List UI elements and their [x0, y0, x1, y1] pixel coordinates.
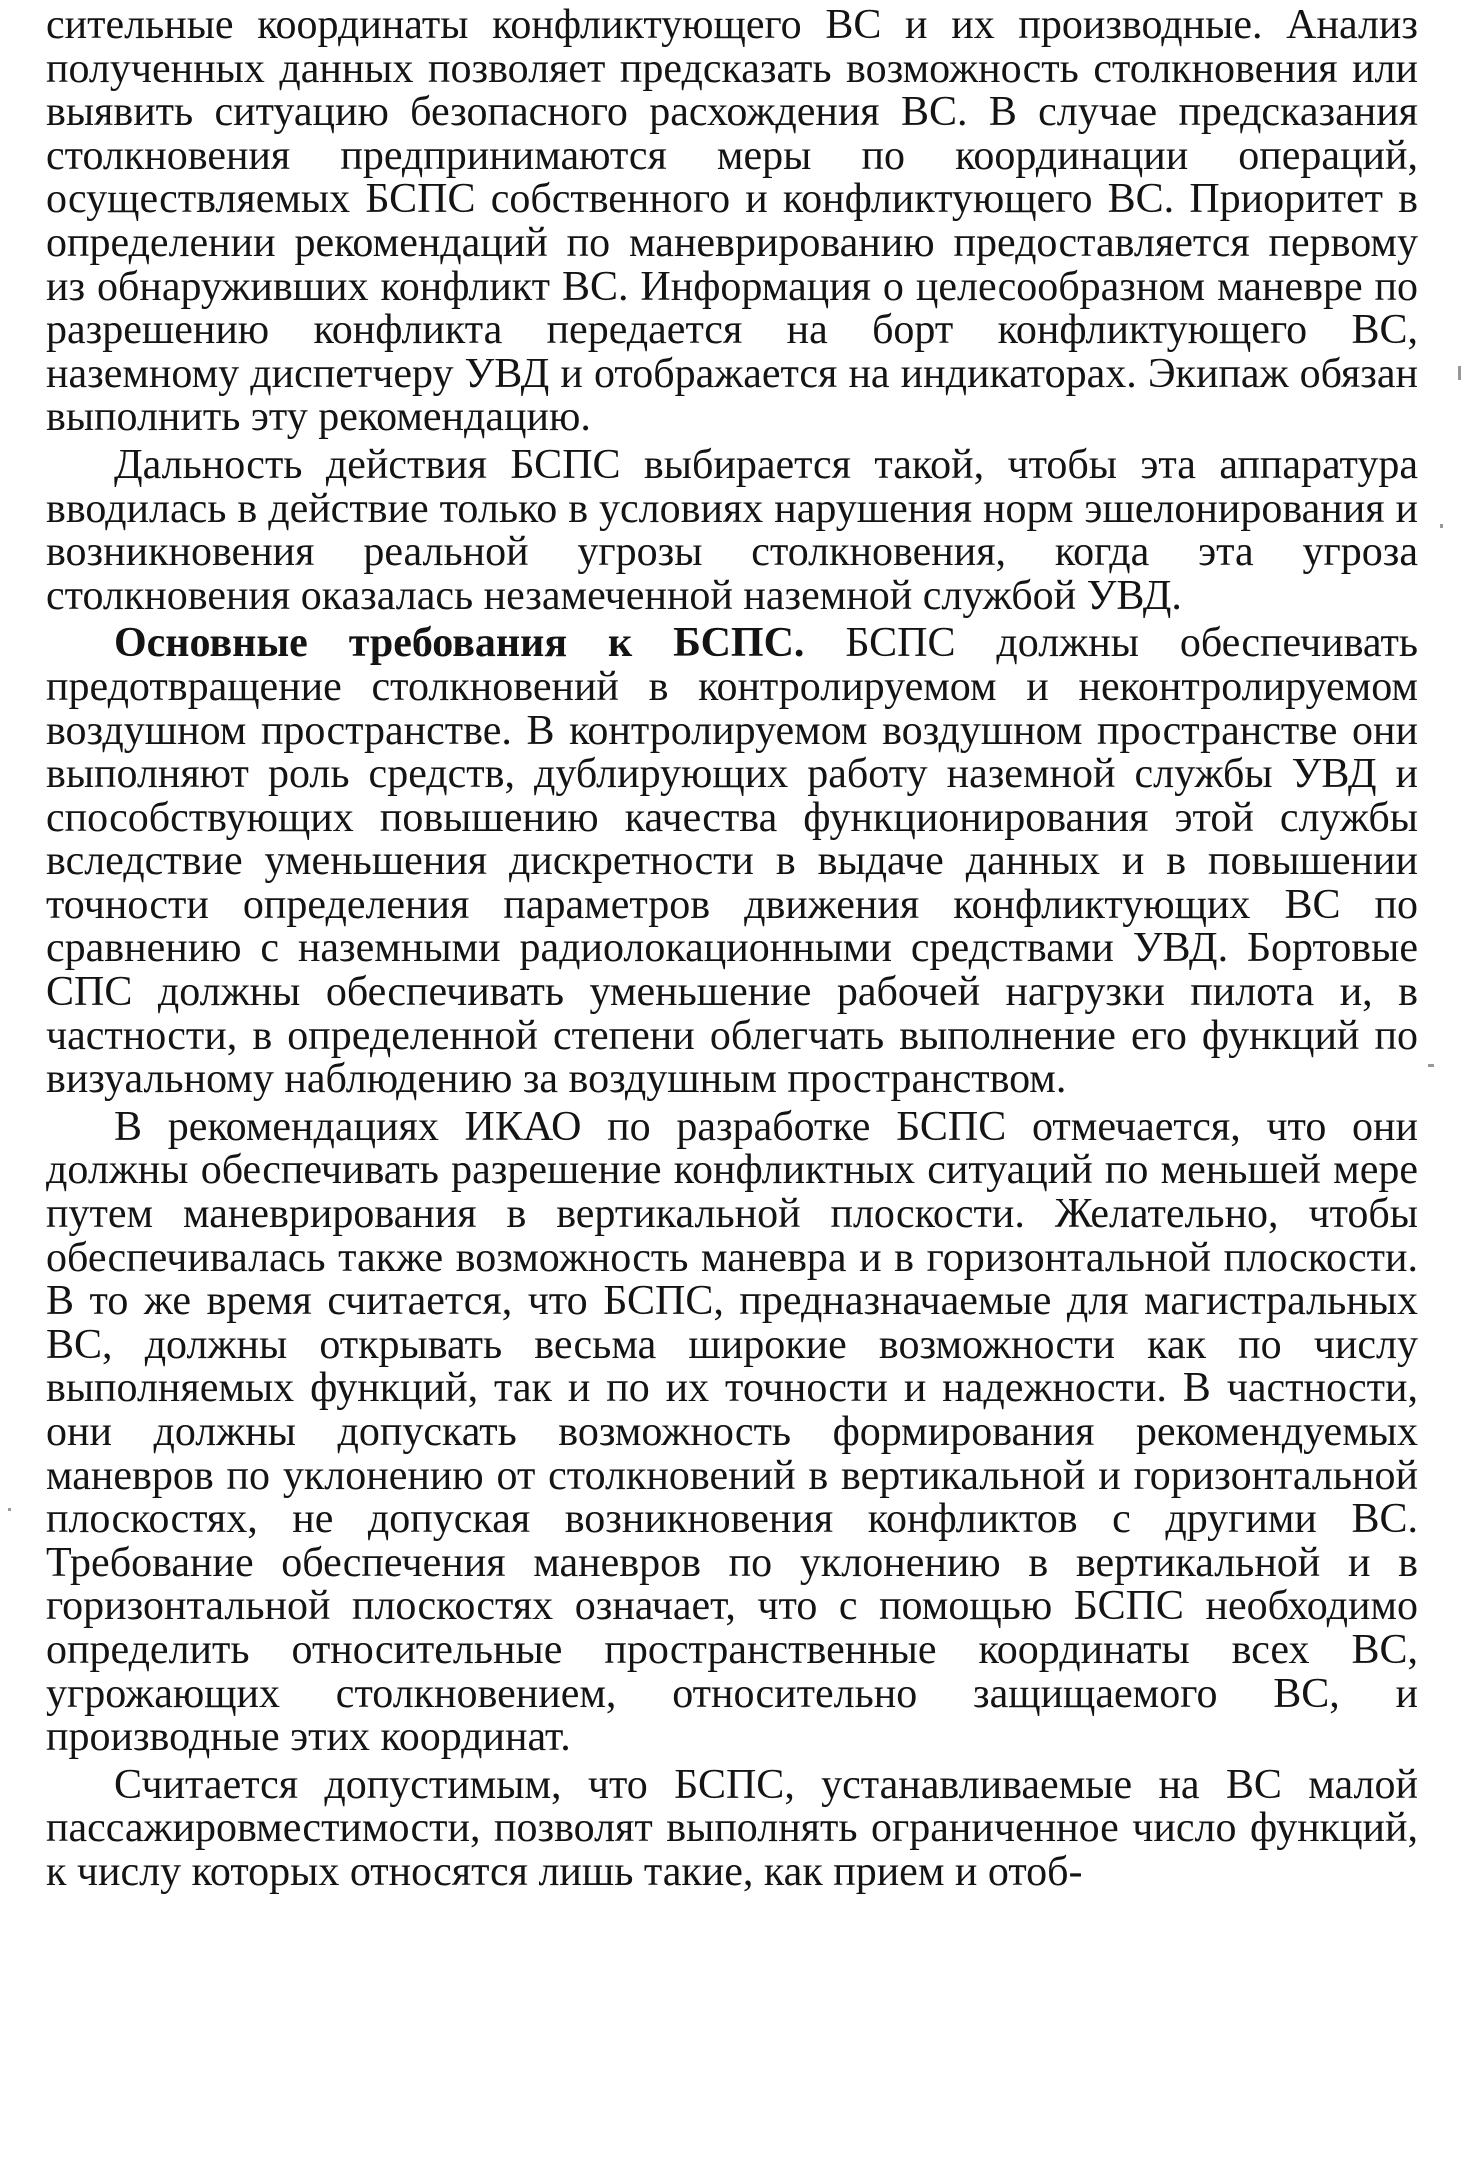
paragraph-text: В рекомендациях ИКАО по разработке БСПС отмечается, что они должны обеспечивать разрешение конфликтных ситуаций по меньшей мере путем маневрирования в вертикальной плоскости. Желательно, чтобы обеспечивалась также возможность маневра и в горизонтальной плоскости. В то же время считается, что БСПС, предназначаемые для магистральных ВС, должны открывать весьма широкие возможности как по числу выполняемых функций, так и по их точности и надежности. В частности, они должны допускать возможность формирования рекомендуемых маневров по уклонению от столкновений в вертикальной и горизонтальной плоскостях, не допуская возникновения конфликтов с другими ВС. Требование обеспечения маневров по уклонению в вертикальной и в горизонтальной плоскостях означает, что с помощью БСПС необходимо определить относительные пространственные координаты всех ВС, угрожающих столкновением, относительно защищаемого ВС, и производные этих координат. [46, 1103, 1418, 1761]
paragraph-range [46, 441, 1418, 619]
paragraph-text: Считается допустимым, что БСПС, устанавливаемые на ВС малой пассажировместимости, позволят выполнять ограниченное число функций, к числу которых относятся лишь такие, как прием и отоб- [46, 1761, 1418, 1895]
scan-speck [1458, 366, 1461, 380]
scan-speck [1428, 1064, 1434, 1067]
paragraph-text: Дальность действия БСПС выбирается такой, чтобы эта аппаратура вводилась в действие только в условиях нарушения норм эшелонирования и возникновения реальной угрозы столкновения, когда эта угроза столкновения оказалась незамеченной наземной службой УВД. [46, 441, 1418, 619]
paragraph-continuation [46, 4, 1418, 440]
paragraph-requirements [46, 622, 1418, 1102]
scan-speck [1440, 524, 1443, 528]
scan-speck [8, 1508, 11, 1511]
paragraph-small-aircraft [46, 1761, 1418, 1895]
paragraph-text: сительные координаты конфликтующего ВС и их производные. Анализ полученных данных позволяет предсказать возможность столкновения или выявить ситуацию безопасного расхождения ВС. В случае предсказания столкновения предпринимаются меры по координации операций, осуществляемых БСПС собственного и конфликтующего ВС. Приоритет в определении рекомендаций по маневрированию предоставляется первому из обнаруживших конфликт ВС. Информация о целесообразном маневре по разрешению конфликта передается на борт конфликтующего ВС, наземному диспетчеру УВД и отображается на индикаторах. Экипаж обязан выполнить эту рекомендацию. [46, 2, 1418, 441]
paragraph-icao [46, 1103, 1418, 1761]
paragraph-text: БСПС должны обеспечивать предотвращение столкновений в контролируемом и неконтролируемом воздушном пространстве. В контролируемом воздушном пространстве они выполняют роль средств, дублирующих работу наземной службы УВД и способствующих повышению качества функционирования этой службы вследствие уменьшения дискретности в выдаче данных и в повышении точности определения параметров движения конфликтующих ВС по сравнению с наземными радиолокационными средствами УВД. Бортовые СПС должны обеспечивать уменьшение рабочей нагрузки пилота и, в частности, в определенной степени облегчать выполнение его функций по визуальному наблюдению за воздушным пространством. [46, 620, 1419, 1103]
section-runin-heading: Основные требования к БСПС. [114, 620, 805, 667]
book-page [46, 4, 1418, 1895]
